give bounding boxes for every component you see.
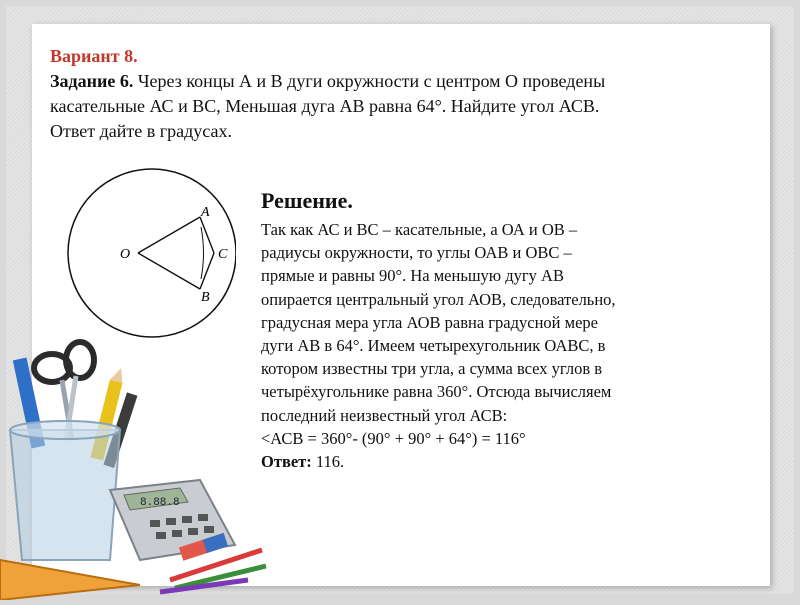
label-o: O [120, 247, 131, 262]
solution-line: Так как АС и ВС – касательные, а ОА и ОВ – [261, 220, 578, 239]
calculator-display: 8.88.8 [140, 497, 180, 509]
solution-line: котором известны три угла, а сумма всех углов в [261, 359, 603, 379]
solution-line: опирается центральный угол АОВ, следовательно, [261, 289, 616, 309]
answer-value: 116. [311, 452, 345, 472]
solution-line: прямые и равны 90°. На меньшую дугу АВ [261, 266, 564, 286]
label-c: C [218, 247, 228, 262]
stationery-illustration [0, 330, 280, 600]
stationery-clipart [0, 330, 280, 600]
circle-tangents-diagram [60, 161, 236, 344]
label-a: A [201, 205, 210, 220]
circle [68, 169, 236, 337]
pencil-cup-icon [10, 430, 120, 560]
task-line-1 [50, 71, 605, 91]
solution-line: дуги АВ в 64°. Имеем четырехугольник ОАВС, в [261, 336, 606, 356]
solution-line: градусная мера угла АОВ равна градусной мере [261, 312, 598, 332]
solution-title: Решение. [261, 188, 353, 213]
label-b: B [201, 290, 210, 305]
solution-line: последний неизвестный угол АСВ: [261, 405, 508, 425]
solution-line: <АСВ = 360°- (90° + 90° + 64°) = 116° [261, 428, 526, 448]
task-text-1: Через концы А и В дуги окружности с центром О проведены [133, 71, 606, 91]
solution-line: четырёхугольнике равна 360°. Отсюда вычисляем [261, 382, 612, 402]
task-block [50, 44, 750, 144]
geometry-figure [60, 161, 236, 344]
task-line-2: касательные АС и ВС, Меньшая дуга АВ равна 64°. Найдите угол АСВ. [50, 96, 600, 116]
triangle-ruler-icon [0, 560, 140, 600]
cup-rim [10, 421, 120, 439]
solution-block [261, 186, 711, 473]
radius-oa [138, 217, 200, 253]
solution-line: радиусы окружности, то углы ОАВ и ОВС – [261, 243, 572, 263]
answer-line [261, 450, 711, 473]
radius-ob [138, 253, 200, 289]
task-line-3: Ответ дайте в градусах. [50, 121, 232, 141]
arc-ab-mark [201, 227, 204, 279]
task-label: Задание 6. [50, 71, 134, 91]
variant-title: Вариант 8. [50, 46, 138, 66]
answer-label: Ответ: [261, 452, 312, 472]
